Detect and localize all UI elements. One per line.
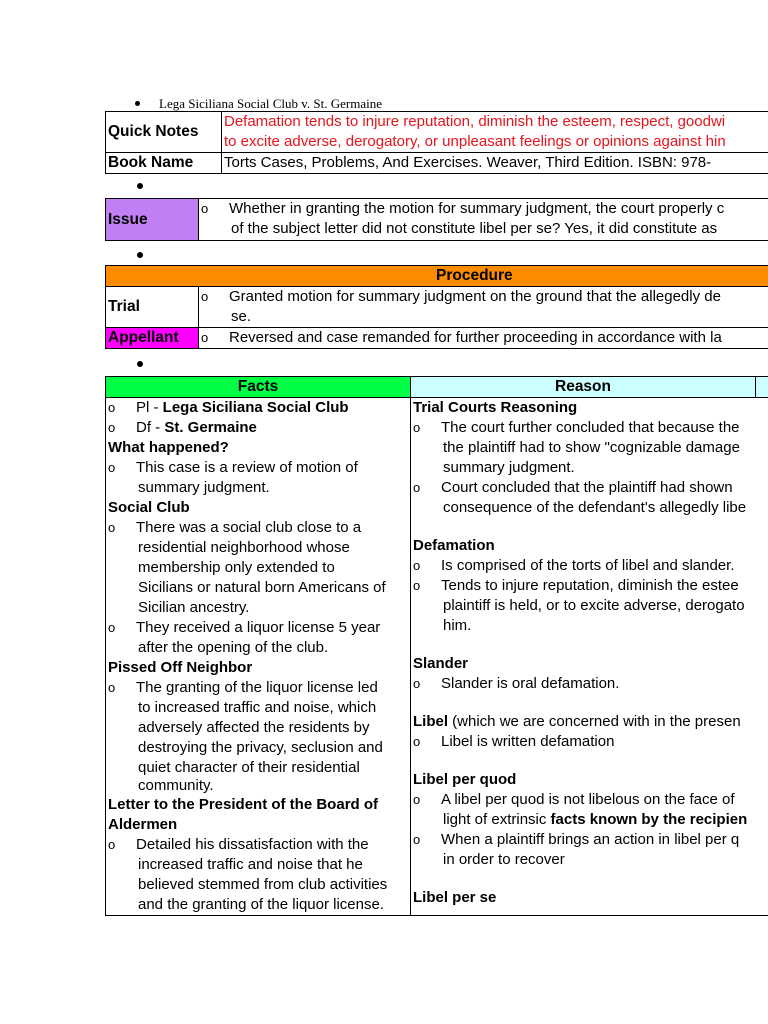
fact-line: This case is a review of motion of (136, 459, 358, 476)
fact-line: Sicilians or natural born Americans of (138, 579, 386, 596)
reason-header: Reason (411, 377, 756, 398)
trial-reasoning-heading: Trial Courts Reasoning (413, 399, 578, 416)
reason-line: consequence of the defendant's allegedly libe (443, 499, 747, 516)
list-marker: o (108, 420, 116, 435)
reason-line: plaintiff is held, or to excite adverse, derogato (443, 597, 745, 614)
libel-per-se-heading: Libel per se (413, 889, 497, 906)
fact-line: residential neighborhood whose (138, 539, 350, 556)
extra-header (756, 377, 768, 398)
fact-line: increased traffic and noise that he (138, 856, 363, 873)
trial-line: se. (231, 308, 252, 325)
social-club-heading: Social Club (108, 499, 190, 516)
reason-line: the plaintiff had to show "cognizable damage (443, 439, 740, 456)
fact-line: quiet character of their residential (138, 759, 360, 776)
fact-line: and the granting of the liquor license. (138, 896, 384, 913)
reason-line: light of extrinsic (443, 811, 551, 828)
fact-line: after the opening of the club. (138, 639, 329, 656)
fact-line: summary judgment. (138, 479, 270, 496)
issue-table (105, 198, 768, 241)
fact-line: The granting of the liquor license led (136, 679, 378, 696)
list-marker: o (108, 837, 116, 852)
reason-line: When a plaintiff brings an action in libel per q (441, 831, 740, 848)
fact-line: community. (138, 777, 214, 794)
quick-notes-label: Quick Notes (106, 112, 222, 153)
trial-label: Trial (106, 287, 199, 328)
pissed-off-neighbor-heading: Pissed Off Neighbor (108, 659, 253, 676)
bullet (137, 361, 143, 367)
list-marker: o (201, 289, 209, 304)
procedure-header: Procedure (106, 266, 768, 287)
fact-line: Sicilian ancestry. (138, 599, 250, 616)
list-marker: o (413, 578, 421, 593)
fact-line: destroying the privacy, seclusion and (138, 739, 383, 756)
fact-line: Detailed his dissatisfaction with the (136, 836, 369, 853)
reason-line: in order to recover (443, 851, 565, 868)
facts-body (106, 398, 411, 916)
what-happened-heading: What happened? (108, 439, 229, 456)
defamation-heading: Defamation (413, 537, 495, 554)
reason-line: him. (443, 617, 472, 634)
list-marker: o (413, 734, 421, 749)
list-marker: o (413, 676, 421, 691)
reason-line: Is comprised of the torts of libel and slander. (441, 557, 735, 574)
list-marker: o (413, 832, 421, 847)
list-marker: o (108, 680, 116, 695)
appellant-text: Reversed and case remanded for further proceeding in accordance with la (229, 329, 722, 346)
book-name-label: Book Name (106, 153, 222, 174)
trial-line: Granted motion for summary judgment on the ground that the allegedly de (229, 288, 721, 305)
reason-body (411, 398, 768, 916)
reason-line: A libel per quod is not libelous on the face of (441, 791, 735, 808)
plaintiff-name: Lega Siciliana Social Club (162, 399, 349, 416)
issue-line: Whether in granting the motion for summary judgment, the court properly c (229, 200, 725, 217)
libel-per-quod-heading: Libel per quod (413, 771, 517, 788)
list-marker: o (413, 480, 421, 495)
trial-value (199, 287, 768, 328)
reason-line: Libel is written defamation (441, 733, 615, 750)
df-prefix: Df - (136, 419, 165, 436)
quick-notes-value (222, 112, 768, 153)
list-marker: o (413, 558, 421, 573)
appellant-value (199, 328, 768, 349)
list-marker: o (108, 460, 116, 475)
list-marker: o (108, 620, 116, 635)
reason-line: Court concluded that the plaintiff had shown (441, 479, 733, 496)
fact-line: There was a social club close to a (136, 519, 362, 536)
pl-prefix: Pl - (136, 399, 163, 416)
appellant-label: Appellant (106, 328, 199, 349)
facts-header: Facts (106, 377, 411, 398)
list-marker: o (201, 330, 209, 345)
list-marker: o (201, 201, 209, 216)
list-marker: o (108, 520, 116, 535)
list-marker: o (108, 400, 116, 415)
reason-line: Tends to injure reputation, diminish the estee (441, 577, 739, 594)
quick-notes-line: Defamation tends to injure reputation, diminish the esteem, respect, goodwi (224, 113, 726, 130)
libel-heading: Libel (413, 713, 449, 730)
issue-value (199, 199, 768, 241)
reason-emphasis: facts known by the recipien (550, 811, 748, 828)
bullet (135, 101, 140, 106)
slander-heading: Slander (413, 655, 469, 672)
bullet (137, 183, 143, 189)
bullet (137, 252, 143, 258)
fact-line: They received a liquor license 5 year (136, 619, 381, 636)
procedure-table (105, 265, 768, 349)
reason-line: summary judgment. (443, 459, 575, 476)
issue-label: Issue (106, 199, 199, 241)
letter-heading: Aldermen (108, 816, 178, 833)
fact-line: adversely affected the residents by (138, 719, 370, 736)
list-marker: o (413, 420, 421, 435)
letter-heading: Letter to the President of the Board of (108, 796, 379, 813)
defendant-name: St. Germaine (164, 419, 257, 436)
book-name-value: Torts Cases, Problems, And Exercises. Weaver, Third Edition. ISBN: 978- (222, 153, 768, 174)
libel-heading-rest: (which we are concerned with in the presen (448, 713, 741, 730)
fact-line: to increased traffic and noise, which (138, 699, 377, 716)
reason-line: The court further concluded that because the (441, 419, 740, 436)
fact-line: believed stemmed from club activities (138, 876, 388, 893)
fact-line: membership only extended to (138, 559, 335, 576)
facts-reason-table (105, 376, 768, 916)
case-title: Lega Siciliana Social Club v. St. Germaine (159, 96, 382, 111)
list-marker: o (413, 792, 421, 807)
quick-notes-line: to excite adverse, derogatory, or unpleasant feelings or opinions against hin (224, 133, 726, 150)
issue-line: of the subject letter did not constitute libel per se? Yes, it did constitute as (231, 220, 718, 237)
quick-notes-table (105, 111, 768, 174)
reason-line: Slander is oral defamation. (441, 675, 620, 692)
